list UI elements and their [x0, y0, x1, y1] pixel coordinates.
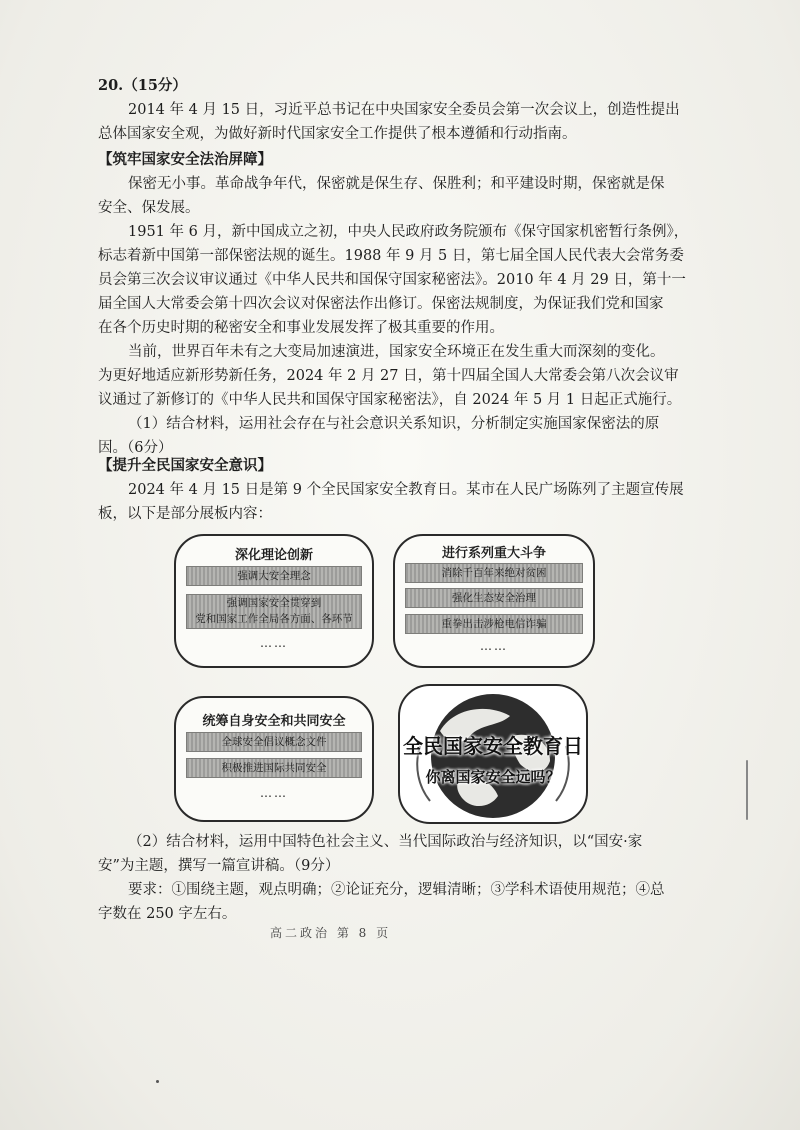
- intro-line-1: 2014 年 4 月 15 日，习近平总书记在中央国家安全委员会第一次会议上，创造性提出: [128, 102, 680, 118]
- board-3-item-1: 全球安全倡议概念文件: [186, 732, 362, 752]
- section2-title: 【提升全民国家安全意识】: [98, 457, 272, 474]
- s2-intro-line-2: 板，以下是部分展板内容：: [98, 506, 272, 522]
- s1-p1-line-2: 安全、保发展。: [98, 200, 200, 216]
- board-1-item-3: 党和国家工作全局各方面、各环节: [186, 611, 362, 629]
- scan-edge-mark: [746, 760, 748, 820]
- board-education-day-poster: [398, 684, 588, 824]
- poster-subtitle: 你离国家安全远吗？: [425, 768, 561, 786]
- board-2-item-1: 消除千百年来绝对贫困: [405, 563, 583, 583]
- board-2-title: 进行系列重大斗争: [441, 546, 546, 561]
- question-intro: [98, 74, 716, 460]
- board-1-ellipsis: ……: [260, 636, 288, 650]
- s1-p3-line-1: 当前，世界百年未有之大变局加速演进，国家安全环境正在发生重大而深刻的变化。: [128, 344, 665, 360]
- board-security-coordination: [174, 696, 374, 822]
- requirements-line-1: 要求：①围绕主题，观点明确；②论证充分，逻辑清晰；③学科术语使用规范；④总: [128, 882, 665, 898]
- s1-p2-line-3: 员会第三次会议审议通过《中华人民共和国保守国家秘密法》。2010 年 4 月 29 日，第十一: [98, 272, 686, 288]
- board-3-ellipsis: ……: [260, 786, 288, 800]
- s1-p2-line-1: 1951 年 6 月，新中国成立之初，中央人民政府政务院颁布《保守国家机密暂行条例》，: [128, 224, 689, 240]
- sub-question-1-line-1: （1）结合材料，运用社会存在与社会意识关系知识，分析制定实施国家保密法的原: [128, 416, 660, 432]
- board-theory-innovation: [174, 534, 374, 668]
- board-1-item-2: 强调国家安全贯穿到: [186, 594, 362, 613]
- section2-intro: [98, 452, 716, 526]
- s1-p3-line-3: 议通过了新修订的《中华人民共和国保守国家秘密法》，自 2024 年 5 月 1 日起正式施行。: [98, 392, 682, 408]
- question-2-block: [98, 830, 716, 926]
- board-2-item-3: 重拳出击涉枪电信诈骗: [405, 614, 583, 634]
- sub-question-1-line-2: 因。（6分）: [98, 440, 173, 456]
- poster-title: 全民国家安全教育日: [403, 734, 583, 758]
- s1-p3-line-2: 为更好地适应新形势新任务，2024 年 2 月 27 日，第十四届全国人大常委会第八次会议审: [98, 368, 679, 384]
- board-major-struggles: [393, 534, 595, 668]
- board-3-title: 统筹自身安全和共同安全: [202, 714, 346, 729]
- requirements-line-2: 字数在 250 字左右。: [98, 906, 237, 922]
- sub-question-2-line-2: 安”为主题，撰写一篇宣讲稿。（9分）: [98, 858, 340, 874]
- section1-title: 【筑牢国家安全法治屏障】: [98, 151, 272, 168]
- s1-p1-line-1: 保密无小事。革命战争年代，保密就是保生存、保胜利；和平建设时期，保密就是保: [128, 176, 665, 192]
- s1-p2-line-4: 届全国人大常委会第十四次会议对保密法作出修订。保密法规制度，为保证我们党和国家: [98, 296, 664, 312]
- intro-line-2: 总体国家安全观，为做好新时代国家安全工作提供了根本遵循和行动指南。: [98, 126, 577, 142]
- board-3-item-2: 积极推进国际共同安全: [186, 758, 362, 778]
- board-1-title: 深化理论创新: [234, 548, 313, 563]
- scan-speck: [156, 1080, 159, 1083]
- s2-intro-line-1: 2024 年 4 月 15 日是第 9 个全民国家安全教育日。某市在人民广场陈列了主题宣传展: [128, 482, 684, 498]
- board-1-item-1: 强调大安全理念: [186, 566, 362, 586]
- sub-question-2-line-1: （2）结合材料，运用中国特色社会主义、当代国际政治与经济知识，以“国安·家: [128, 834, 643, 850]
- board-2-ellipsis: ……: [480, 639, 508, 653]
- s1-p2-line-5: 在各个历史时期的秘密安全和事业发展发挥了极其重要的作用。: [98, 320, 504, 336]
- board-2-item-2: 强化生态安全治理: [405, 588, 583, 608]
- page-footer: 高二政治 第 8 页: [270, 926, 392, 940]
- s1-p2-line-2: 标志着新中国第一部保密法规的诞生。1988 年 9 月 5 日，第七届全国人民代表大会常务委: [98, 248, 684, 264]
- question-number: 20.（15分）: [98, 77, 187, 94]
